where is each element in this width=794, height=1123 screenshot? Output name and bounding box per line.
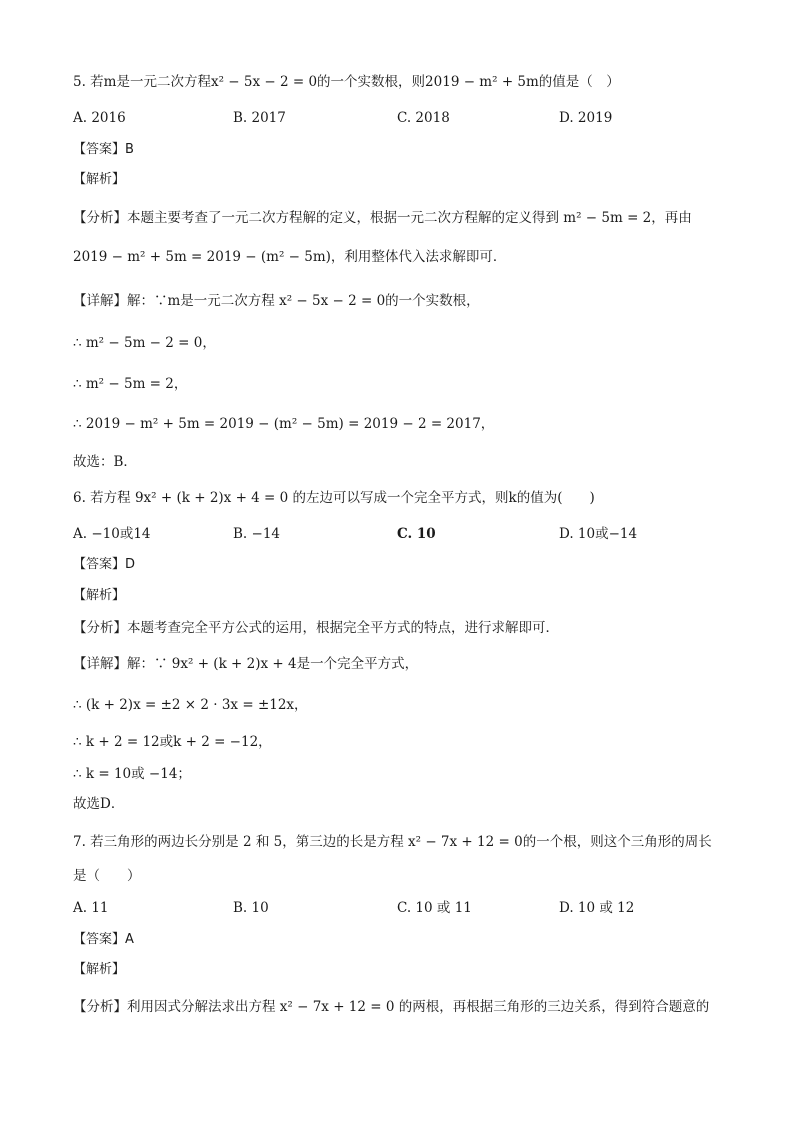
q7-option-c: C. 10 或 11 [397,900,472,916]
q6-detail-line3: ∴ k + 2 = 12或k + 2 = −12， [73,734,272,750]
q6-analysis: 【分析】本题考查完全平方公式的运用，根据完全平方式的特点，进行求解即可． [73,620,559,636]
q5-option-a: A. 2016 [73,110,126,126]
q6-option-c: C. 10 [397,526,436,542]
q7-question-line2: 是（ ） [73,868,141,884]
q7-jiexi-label: 【解析】 [73,962,126,977]
q7-analysis: 【分析】利用因式分解法求出方程 x² − 7x + 12 = 0 的两根，再根据三角形的三边关系，得到符合题意的 [73,999,710,1015]
q6-jiexi-label: 【解析】 [73,588,126,603]
q5-analysis-line1: 【分析】本题主要考查了一元二次方程解的定义，根据一元二次方程解的定义得到 m² − 5m = 2，再由 [73,210,692,226]
q6-question: 6. 若方程 9x² + (k + 2)x + 4 = 0 的左边可以写成一个完全平方式，则k的值为( ) [73,490,595,506]
q5-answer: 【答案】B [73,142,134,157]
q5-conclusion: 故选：B． [73,454,137,470]
q5-detail-line3: ∴ m² − 5m = 2， [73,376,188,392]
q5-option-d: D. 2019 [559,110,613,126]
q6-conclusion: 故选D． [73,796,125,812]
q5-detail-line2: ∴ m² − 5m − 2 = 0， [73,335,216,351]
q6-option-d: D. 10或−14 [559,526,638,542]
q5-detail-line1: 【详解】解：∵m是一元二次方程 x² − 5x − 2 = 0的一个实数根， [73,293,480,309]
q7-answer: 【答案】A [73,932,134,947]
q7-option-a: A. 11 [73,900,109,916]
q6-option-a: A. −10或14 [73,526,151,542]
q5-question: 5. 若m是一元二次方程x² − 5x − 2 = 0的一个实数根，则2019 − m² + 5m的值是（ ） [73,74,620,90]
q7-question-line1: 7. 若三角形的两边长分别是 2 和 5，第三边的长是方程 x² − 7x + 12 = 0的一个根，则这个三角形的周长 [73,834,712,850]
q6-option-b: B. −14 [233,526,280,542]
q5-detail-line4: ∴ 2019 − m² + 5m = 2019 − (m² − 5m) = 2019 − 2 = 2017， [73,416,495,432]
q5-option-c: C. 2018 [397,110,450,126]
q6-detail-line1: 【详解】解：∵ 9x² + (k + 2)x + 4是一个完全平方式， [73,656,419,672]
q5-analysis-line2: 2019 − m² + 5m = 2019 − (m² − 5m)，利用整体代入法求解即可． [73,249,507,265]
q7-option-d: D. 10 或 12 [559,900,635,916]
q6-answer: 【答案】D [73,557,136,572]
q6-detail-line4: ∴ k = 10或 −14； [73,766,191,782]
q5-option-b: B. 2017 [233,110,286,126]
q7-option-b: B. 10 [233,900,269,916]
q6-detail-line2: ∴ (k + 2)x = ±2 × 2 · 3x = ±12x， [73,697,308,713]
q5-jiexi-label: 【解析】 [73,172,126,187]
